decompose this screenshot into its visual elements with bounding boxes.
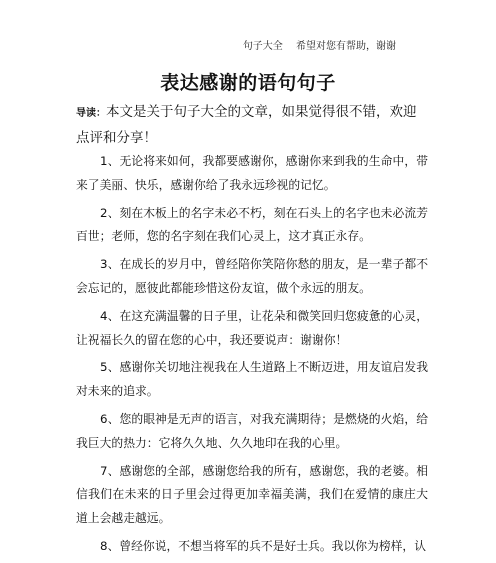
paragraph: 8、曾经你说，不想当将军的兵不是好士兵。我以你为榜样，认 [100,538,427,553]
intro-text: 本文是关于句子大全的文章，如果觉得很不错，欢迎点评和分享！ [76,104,417,146]
header-site-name: 句子大全 [242,41,283,52]
article-title: 表达感谢的语句句子 [160,72,336,94]
paragraph: 2、刻在木板上的名字未必不朽，刻在石头上的名字也未必流芳百世；老师，您的名字刻在我们心灵上，这才真正永存。 [76,205,428,244]
paragraph: 6、您的眼神是无声的语言，对我充满期待；是燃烧的火焰，给我巨大的热力：它将久久地、久久地印在我的心里。 [76,411,428,450]
paragraph: 3、在成长的岁月中，曾经陪你笑陪你愁的朋友，是一辈子都不会忘记的，愿彼此都能珍惜这份友谊，做个永远的朋友。 [76,257,428,295]
page-header [243,37,396,52]
article-body [76,150,428,563]
paragraph: 5、感谢你关切地注视我在人生道路上不断迈进，用友谊启发我对未来的追求。 [76,360,428,399]
intro-lead-label: 导读： [76,108,106,119]
article-intro [76,100,428,150]
paragraph: 4、在这充满温馨的日子里，让花朵和微笑回归您疲惫的心灵，让祝福长久的留在您的心中，我还要说声：谢谢你！ [76,308,428,347]
paragraph: 7、感谢您的全部，感谢您给我的所有，感谢您，我的老婆。相信我们在未来的日子里会过得更加幸福美满，我们在爱情的康庄大道上会越走越远。 [76,463,428,526]
header-slogan: 希望对您有帮助，谢谢 [296,41,396,52]
paragraph: 1、无论将来如何，我都要感谢你，感谢你来到我的生命中，带来了美丽、快乐，感谢你给了我永远珍视的记忆。 [76,154,428,192]
